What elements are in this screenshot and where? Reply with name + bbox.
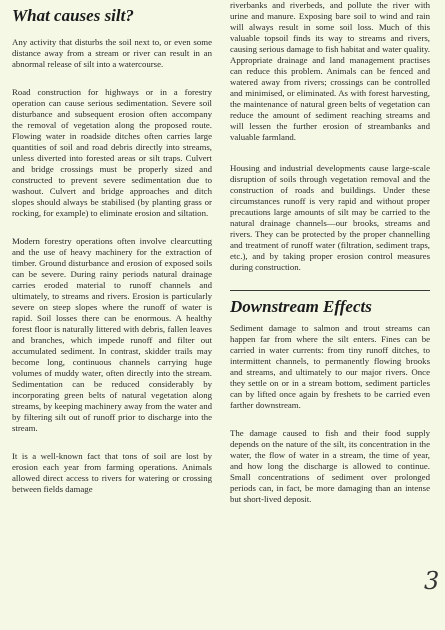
paragraph: Housing and industrial developments cause large-scale disruption of soils through vegetation removal and the construction of roads and buildings. Under these circumstances runoff is very rapid and without proper precautions large amounts of silt may be carried to the natural drainage channels—our brooks, streams and rivers. They can be protected by the proper channelling and treatment of runoff water (filtration, sediment traps, etc.), and by taking proper erosion control measures during construction. [230,163,430,272]
paragraph: The damage caused to fish and their food supply depends on the nature of the silt, its concentration in the water, the flow of water in a stream, the time of year, and how long the discharge is allowed to continue. Small concentrations of sediment over prolonged periods can, in fact, be more damaging than an intense but short-lived deposit. [230,428,430,504]
paragraph: riverbanks and riverbeds, and pollute the river with urine and manure. Exposing bare soil to wind and rain will always result in some soil loss. Much of this valuable topsoil finds its way to streams and rivers, causing serious damage to fish habitat and water quality. Appropriate drainage and land management practises can reduce this problem. Animals can be fenced and watered away from rivers; crossings can be controlled and minimised, or eliminated. As with forest harvesting, the maintenance of natural green belts of vegetation can reduce the amount of sediment reaching streams and will lessen the further erosion of streambanks and valuable farmland. [230,0,430,142]
paragraph: It is a well-known fact that tons of soil are lost by erosion each year from farming operations. Animals allowed direct access to rivers for watering or crossing between fields damage [12,451,212,494]
left-column [12,0,212,512]
paragraph: Road construction for highways or in a forestry operation can cause serious sedimentation. Severe soil disturbance and subsequent erosion often accompany the removal of vegetation along the proposed route. Flowing water in roadside ditches often carries large quantities of soil and road debris directly into streams, unless diverted into forested areas or silt traps. Culvert and bridge crossings must be properly sized and constructed to prevent severe sedimentation due to washout. Culvert and bridge approaches and ditch slopes should always be stabilised (by planting grass or rocking, for example) to eliminate erosion and siltation. [12,87,212,218]
section-title-what-causes-silt: What causes silt? [12,6,134,25]
page-number: 3 [424,567,440,595]
paragraph: Modern forestry operations often involve clearcutting and the use of heavy machinery for the extraction of timber. Ground disturbance and erosion of exposed soils can be severe. During rainy periods natural drainage carries eroded material to runoff channels and ultimately, to streams and rivers. Erosion is particularly severe on steep slopes where the runoff of water is rapid. Soil losses there can be enormous. A healthy forest floor is naturally littered with debris, fallen leaves and branches, which impede runoff and filter out accumulated sediment. In contrast, skidder trails may become long, continuous channels carrying huge volumes of muddy water, often directly into the stream. Sedimentation can be reduced considerably by incorporating green belts of natural vegetation along streams, by keeping machinery away from the water and by filtering silt out of runoff prior to discharge into the stream. [12,236,212,433]
paragraph: Sediment damage to salmon and trout streams can happen far from where the silt enters. Fines can be carried in water currents: from tiny runoff ditches, to intermittent channels, to permanently flowing brooks and streams, and ultimately to our major rivers. Once they settle on or in a stream bottom, sediment particles can by lifted once again by freshets to be carried even farther downstream. [230,323,430,410]
section-divider [230,290,430,291]
paragraph: Any activity that disturbs the soil next to, or even some distance away from a stream or river can result in an abnormal release of silt into a watercourse. [12,37,212,69]
section-title-downstream-effects: Downstream Effects [230,297,372,316]
right-column [230,0,430,522]
